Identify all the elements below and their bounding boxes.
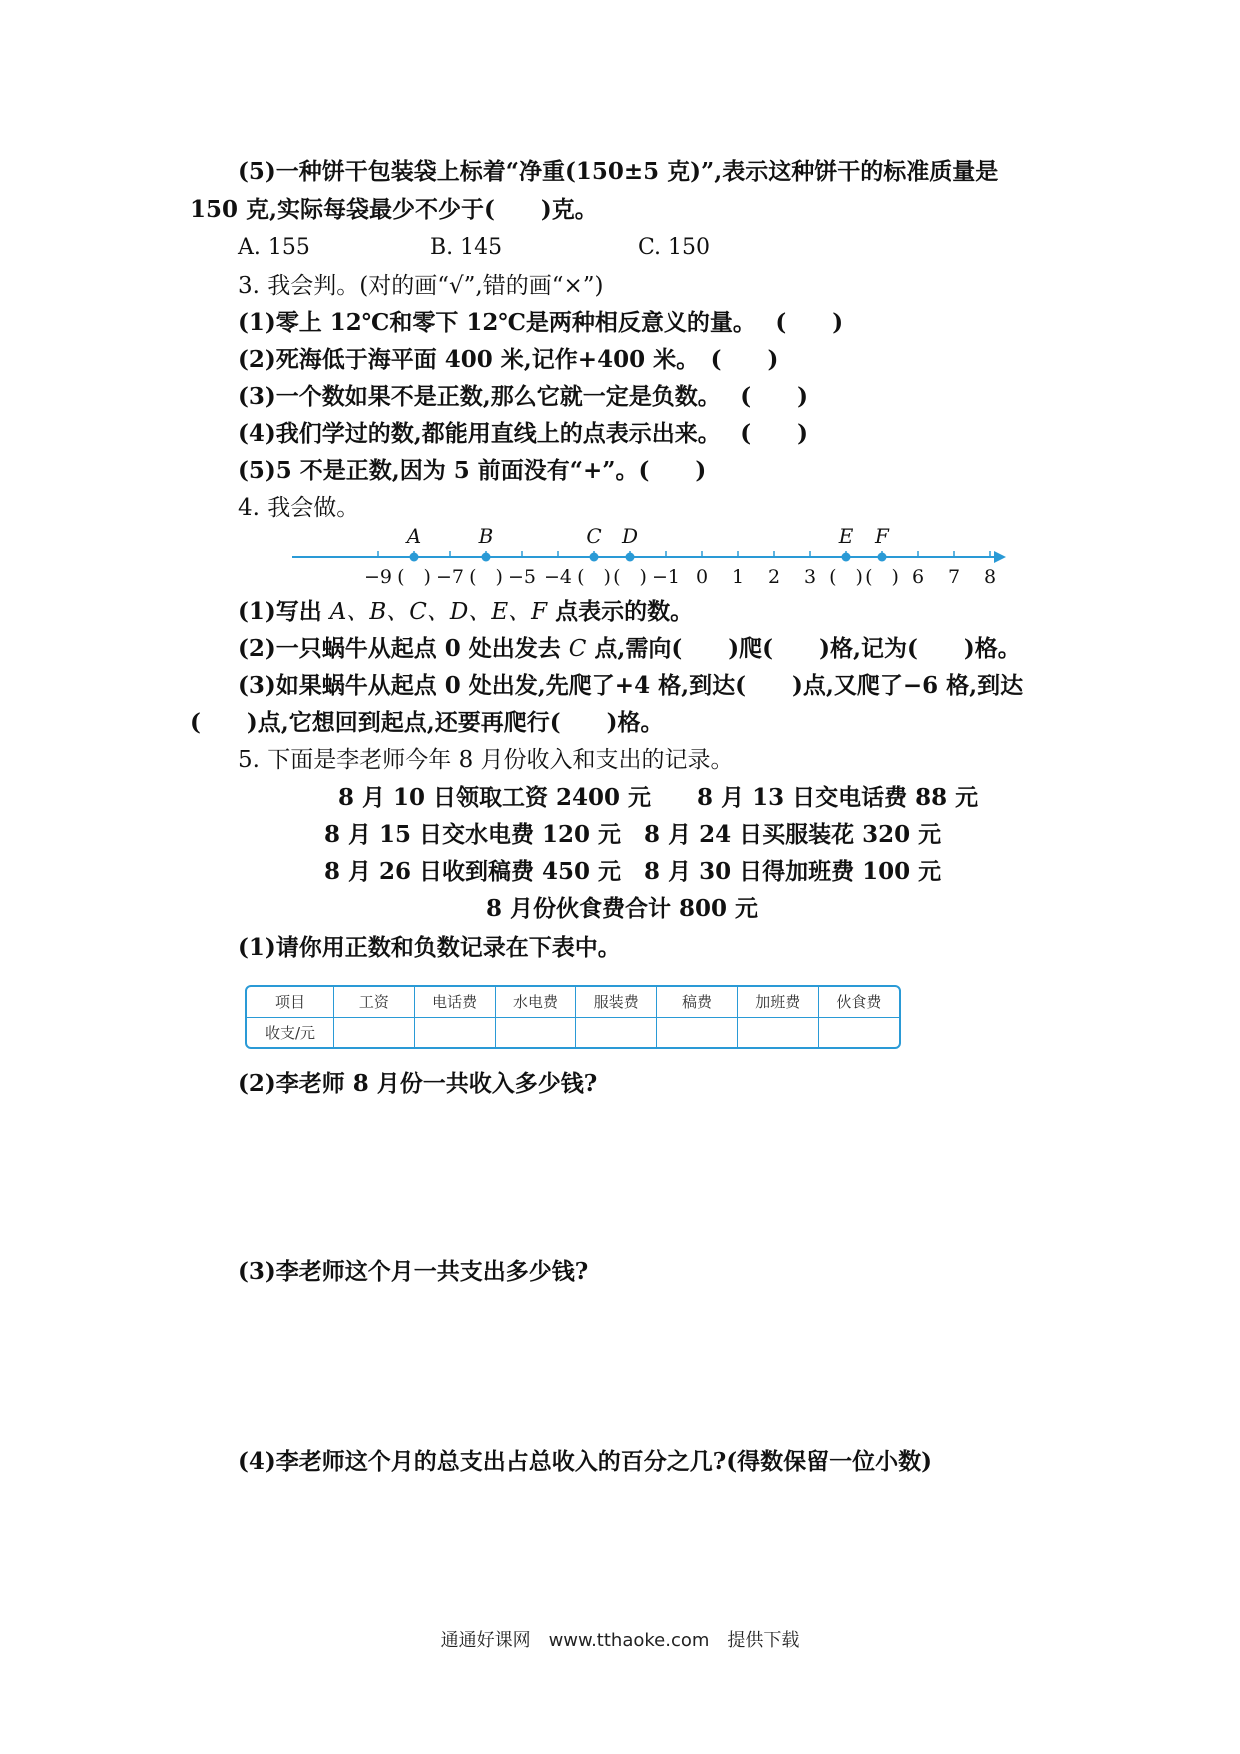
number-line-point-label: C: [586, 525, 602, 548]
table-header-cell: 服装费: [576, 987, 657, 1017]
number-line-arrow: [994, 551, 1006, 563]
number-line-tick-label: ( ): [577, 566, 611, 588]
q2-5-option-b: B. 145: [430, 235, 503, 260]
q3-title: 3. 我会判。(对的画“√”,错的画“×”): [238, 273, 604, 299]
table-header-cell: 工资: [334, 987, 415, 1017]
q5-record-3: 8 月 26 日收到稿费 450 元 8 月 30 日得加班费 100 元: [324, 858, 942, 885]
q2-5-option-a: A. 155: [238, 235, 310, 260]
q4-sub1-pre: (1)写出: [238, 598, 330, 625]
number-line-tick-label: 2: [767, 566, 781, 588]
number-line-tick-label: −4: [543, 566, 573, 588]
q2-5-line1: (5)一种饼干包装袋上标着“净重(150±5 克)”,表示这种饼干的标准质量是: [238, 158, 999, 185]
footer: 通通好课网 www.tthaoke.com 提供下载: [440, 1630, 800, 1651]
table-answer-cell[interactable]: [818, 1017, 899, 1047]
number-line-point-label: E: [838, 525, 854, 548]
number-line-point-label: D: [621, 525, 639, 548]
table-answer-cell[interactable]: [737, 1017, 818, 1047]
table-header-cell: 水电费: [495, 987, 576, 1017]
q2-5-option-c: C. 150: [638, 235, 711, 260]
number-line-tick-label: 6: [911, 566, 925, 588]
q5-title: 5. 下面是李老师今年 8 月份收入和支出的记录。: [238, 747, 734, 773]
q5-record-1: 8 月 10 日领取工资 2400 元 8 月 13 日交电话费 88 元: [338, 784, 979, 811]
q4-title: 4. 我会做。: [238, 495, 360, 521]
table-answer-cell[interactable]: [495, 1017, 576, 1047]
number-line-tick-label: 7: [947, 566, 961, 588]
table-answer-cell[interactable]: [657, 1017, 738, 1047]
number-line-tick-label: −5: [507, 566, 537, 588]
q5-sub2: (2)李老师 8 月份一共收入多少钱?: [238, 1070, 598, 1097]
number-line-tick-label: ( ): [469, 566, 503, 588]
number-line-tick-label: 8: [983, 566, 997, 588]
table-answer-cell[interactable]: [576, 1017, 657, 1047]
number-line: [290, 525, 1010, 597]
q5-sub4: (4)李老师这个月的总支出占总收入的百分之几?(得数保留一位小数): [238, 1448, 933, 1475]
table-header-cell: 稿费: [657, 987, 738, 1017]
q4-sub3-line2: ( )点,它想回到起点,还要再爬行( )格。: [190, 709, 664, 736]
table-header-cell: 电话费: [414, 987, 495, 1017]
q3-item-4: (4)我们学过的数,都能用直线上的点表示出来。 ( ): [238, 420, 809, 447]
number-line-point-label: A: [406, 525, 422, 548]
q5-record-2: 8 月 15 日交水电费 120 元 8 月 24 日买服装花 320 元: [324, 821, 942, 848]
number-line-tick-label: −7: [435, 566, 465, 588]
q2-5-line2: 150 克,实际每袋最少不少于( )克。: [190, 196, 598, 223]
number-line-tick-label: 0: [695, 566, 709, 588]
number-line-tick-label: ( ): [613, 566, 647, 588]
number-line-point-label: F: [875, 525, 889, 548]
q5-sub1: (1)请你用正数和负数记录在下表中。: [238, 934, 621, 961]
q3-item-3: (3)一个数如果不是正数,那么它就一定是负数。 ( ): [238, 383, 809, 410]
q4-sub2-letter: C: [568, 636, 587, 662]
income-expense-table: [245, 985, 901, 1049]
q5-sub3: (3)李老师这个月一共支出多少钱?: [238, 1258, 589, 1285]
q3-item-2: (2)死海低于海平面 400 米,记作+400 米。 ( ): [238, 346, 779, 373]
table-row: [247, 1017, 899, 1047]
table-row-label: 收支/元: [247, 1017, 334, 1047]
q4-sub1-letters: A、B、C、D、E、F: [329, 599, 548, 625]
table-answer-cell[interactable]: [334, 1017, 415, 1047]
table-header-cell: 项目: [247, 987, 334, 1017]
q3-item-5: (5)5 不是正数,因为 5 前面没有“+”。( ): [238, 457, 707, 484]
number-line-tick-label: ( ): [397, 566, 431, 588]
q4-sub1: [238, 596, 693, 628]
number-line-tick-label: −9: [363, 566, 393, 588]
q4-sub3-line1: (3)如果蜗牛从起点 0 处出发,先爬了+4 格,到达( )点,又爬了−6 格,到达: [238, 672, 1024, 699]
table-header-cell: 伙食费: [818, 987, 899, 1017]
table-answer-cell[interactable]: [414, 1017, 495, 1047]
number-line-point-label: B: [478, 525, 494, 548]
number-line-tick-label: −1: [651, 566, 681, 588]
number-line-tick-label: ( ): [829, 566, 863, 588]
table-header-row: [247, 987, 899, 1017]
table-header-cell: 加班费: [737, 987, 818, 1017]
q4-sub2-post: 点,需向( )爬( )格,记为( )格。: [586, 635, 1021, 662]
q5-record-4: 8 月份伙食费合计 800 元: [486, 895, 759, 922]
q4-sub2: [238, 633, 1021, 665]
q4-sub1-post: 点表示的数。: [547, 598, 694, 625]
number-line-tick-label: 3: [803, 566, 817, 588]
number-line-tick-label: ( ): [865, 566, 899, 588]
q3-item-1: (1)零上 12℃和零下 12℃是两种相反意义的量。 ( ): [238, 309, 844, 336]
q4-sub2-pre: (2)一只蜗牛从起点 0 处出发去: [238, 635, 569, 662]
number-line-tick-label: 1: [731, 566, 745, 588]
